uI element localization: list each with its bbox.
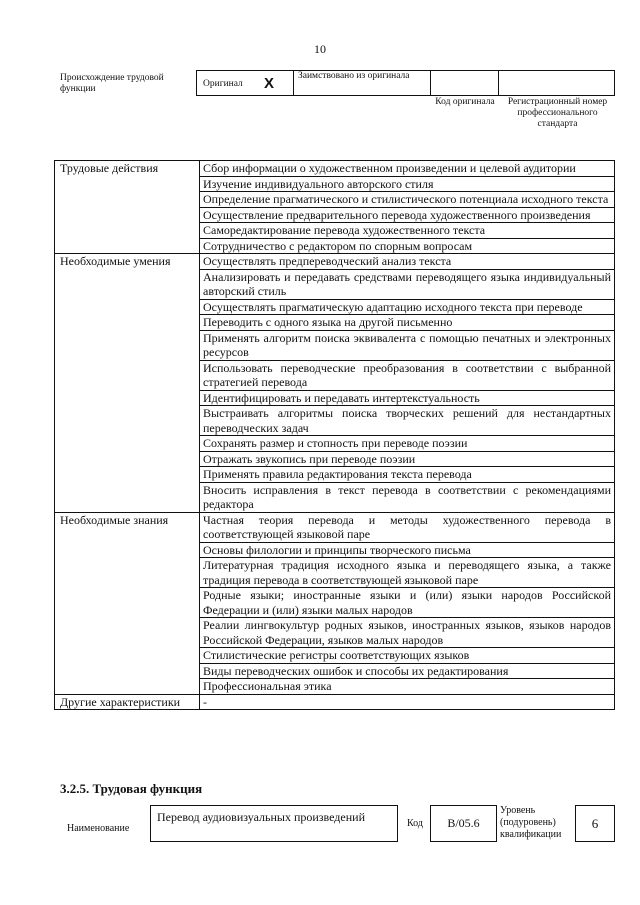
table-row [55, 512, 615, 542]
table-cell: Литературная традиция исходного языка и переводящего языка, а также традиция перевода в соответствующей языковой паре [200, 558, 615, 588]
group-label-continued [55, 451, 200, 467]
group-label: Необходимые умения [55, 254, 200, 270]
group-label-continued [55, 269, 200, 299]
table-row [55, 299, 615, 315]
table-row [55, 648, 615, 664]
table-cell: Частная теория перевода и методы художественного перевода в соответствующей языковой паре [200, 512, 615, 542]
table-row [55, 269, 615, 299]
group-label: Другие характеристики [55, 694, 200, 710]
origin-borrowed-label: Заимствовано из оригинала [298, 71, 410, 81]
group-label-continued [55, 588, 200, 618]
table-row [55, 451, 615, 467]
origin-cell-divider [293, 71, 294, 95]
page-number: 10 [314, 42, 326, 56]
group-label-continued [55, 238, 200, 254]
origin-cell-divider [430, 71, 431, 95]
table-cell: Анализировать и передавать средствами переводящего языка индивидуальный авторский стиль [200, 269, 615, 299]
table-row [55, 330, 615, 360]
table-cell: Применять алгоритм поиска эквивалента с помощью печатных и электронных ресурсов [200, 330, 615, 360]
group-label-continued [55, 648, 200, 664]
table-cell: - [200, 694, 615, 710]
table-row [55, 176, 615, 192]
table-row [55, 467, 615, 483]
table-row [55, 207, 615, 223]
table-cell: Применять правила редактирования текста перевода [200, 467, 615, 483]
table-row [55, 315, 615, 331]
origin-mark: X [264, 75, 275, 92]
group-label-continued [55, 176, 200, 192]
group-label-continued [55, 360, 200, 390]
table-cell: Основы филологии и принципы творческого письма [200, 542, 615, 558]
table-cell: Изучение индивидуального авторского стиля [200, 176, 615, 192]
group-label-continued [55, 315, 200, 331]
table-row [55, 360, 615, 390]
table-cell: Сбор информации о художественном произведении и целевой аудитории [200, 161, 615, 177]
table-cell: Реалии лингвокультур родных языков, иностранных языков, языков народов Российской Федерации, языков малых народов [200, 618, 615, 648]
group-label-continued [55, 390, 200, 406]
table-row [55, 238, 615, 254]
group-label-continued [55, 330, 200, 360]
table-cell: Использовать переводческие преобразования в соответствии с выбранной стратегией перевода [200, 360, 615, 390]
origin-cell-divider [498, 71, 499, 95]
table-cell: Виды переводческих ошибок и способы их редактирования [200, 663, 615, 679]
group-label-continued [55, 618, 200, 648]
table-cell: Сотрудничество с редактором по спорным вопросам [200, 238, 615, 254]
reg-caption: Регистрационный номер профессионального стандарта [507, 97, 608, 129]
group-label-continued [55, 482, 200, 512]
group-label-continued [55, 436, 200, 452]
code-caption: Код оригинала [435, 97, 495, 107]
table-row [55, 558, 615, 588]
code-label: Код [407, 818, 423, 829]
code-value: B/05.6 [430, 805, 497, 842]
group-label: Необходимые знания [55, 512, 200, 542]
table-row [55, 679, 615, 695]
group-label-continued [55, 299, 200, 315]
group-label-continued [55, 192, 200, 208]
table-cell: Родные языки; иностранные языки и (или) языки народов Российской Федерации и (или) языки малых народов [200, 588, 615, 618]
function-table [54, 160, 615, 710]
table-cell: Выстраивать алгоритмы поиска творческих решений для нестандартных переводческих задач [200, 406, 615, 436]
table-cell: Осуществлять предпереводческий анализ текста [200, 254, 615, 270]
table-row [55, 482, 615, 512]
table-row [55, 192, 615, 208]
group-label: Трудовые действия [55, 161, 200, 177]
level-label: Уровень (подуровень) квалификации [500, 805, 562, 840]
name-value: Перевод аудиовизуальных произведений [150, 805, 398, 842]
section-title: 3.2.5. Трудовая функция [60, 781, 203, 796]
level-value: 6 [575, 805, 615, 842]
table-cell: Вносить исправления в текст перевода в соответствии с рекомендациями редактора [200, 482, 615, 512]
group-label-continued [55, 558, 200, 588]
table-cell: Сохранять размер и стопность при переводе поэзии [200, 436, 615, 452]
table-row [55, 254, 615, 270]
table-row [55, 406, 615, 436]
group-label-continued [55, 467, 200, 483]
table-row [55, 390, 615, 406]
table-cell: Осуществлять прагматическую адаптацию исходного текста при переводе [200, 299, 615, 315]
table-row [55, 542, 615, 558]
name-label: Наименование [67, 823, 130, 834]
origin-original-label: Оригинал [203, 79, 243, 89]
table-cell: Идентифицировать и передавать интертекстуальность [200, 390, 615, 406]
table-row [55, 694, 615, 710]
group-label-continued [55, 223, 200, 239]
table-row [55, 618, 615, 648]
table-cell: Определение прагматического и стилистического потенциала исходного текста [200, 192, 615, 208]
group-label-continued [55, 406, 200, 436]
table-cell: Переводить с одного языка на другой письменно [200, 315, 615, 331]
group-label-continued [55, 679, 200, 695]
table-cell: Отражать звукопись при переводе поэзии [200, 451, 615, 467]
table-row [55, 223, 615, 239]
table-cell: Стилистические регистры соответствующих языков [200, 648, 615, 664]
table-row [55, 161, 615, 177]
group-label-continued [55, 207, 200, 223]
table-cell: Осуществление предварительного перевода художественного произведения [200, 207, 615, 223]
table-cell: Саморедактирование перевода художественного текста [200, 223, 615, 239]
origin-label: Происхождение трудовой функции [60, 73, 164, 94]
group-label-continued [55, 663, 200, 679]
table-row [55, 663, 615, 679]
table-row [55, 436, 615, 452]
table-row [55, 588, 615, 618]
group-label-continued [55, 542, 200, 558]
table-cell: Профессиональная этика [200, 679, 615, 695]
